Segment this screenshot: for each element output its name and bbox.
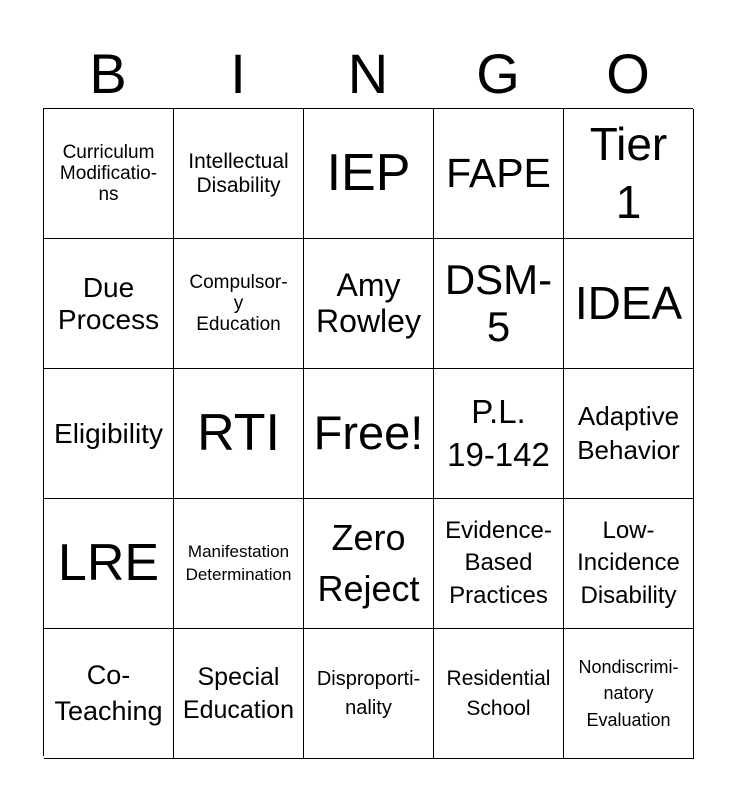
- bingo-cell[interactable]: IEP: [304, 109, 434, 239]
- bingo-cell[interactable]: DSM- 5: [434, 239, 564, 369]
- bingo-cell[interactable]: Low- Incidence Disability: [564, 499, 694, 629]
- header-letter-i: I: [230, 42, 246, 105]
- bingo-cell[interactable]: Free!: [304, 369, 434, 499]
- bingo-header: [43, 40, 693, 108]
- header-letter-b: B: [89, 42, 127, 105]
- bingo-cell[interactable]: LRE: [44, 499, 174, 629]
- bingo-cell[interactable]: Adaptive Behavior: [564, 369, 694, 499]
- header-letter-g: G: [476, 42, 520, 105]
- bingo-cell[interactable]: Eligibility: [44, 369, 174, 499]
- bingo-cell[interactable]: Curriculum Modificatio- ns: [44, 109, 174, 239]
- bingo-cell[interactable]: Compulsor- y Education: [174, 239, 304, 369]
- bingo-cell[interactable]: Residential School: [434, 629, 564, 759]
- bingo-cell[interactable]: P.L. 19-142: [434, 369, 564, 499]
- bingo-cell[interactable]: Amy Rowley: [304, 239, 434, 369]
- bingo-cell[interactable]: FAPE: [434, 109, 564, 239]
- bingo-cell[interactable]: Intellectual Disability: [174, 109, 304, 239]
- bingo-cell[interactable]: Tier 1: [564, 109, 694, 239]
- bingo-cell[interactable]: RTI: [174, 369, 304, 499]
- bingo-cell[interactable]: IDEA: [564, 239, 694, 369]
- bingo-cell[interactable]: Co- Teaching: [44, 629, 174, 759]
- bingo-cell[interactable]: Special Education: [174, 629, 304, 759]
- bingo-cell[interactable]: Nondiscrimi- natory Evaluation: [564, 629, 694, 759]
- bingo-board: [43, 108, 693, 756]
- bingo-cell[interactable]: Manifestation Determination: [174, 499, 304, 629]
- header-letter-n: N: [347, 42, 389, 105]
- bingo-cell[interactable]: Zero Reject: [304, 499, 434, 629]
- bingo-cell[interactable]: Disproporti- nality: [304, 629, 434, 759]
- header-letter-o: O: [606, 42, 650, 105]
- bingo-cell[interactable]: Evidence- Based Practices: [434, 499, 564, 629]
- bingo-cell[interactable]: Due Process: [44, 239, 174, 369]
